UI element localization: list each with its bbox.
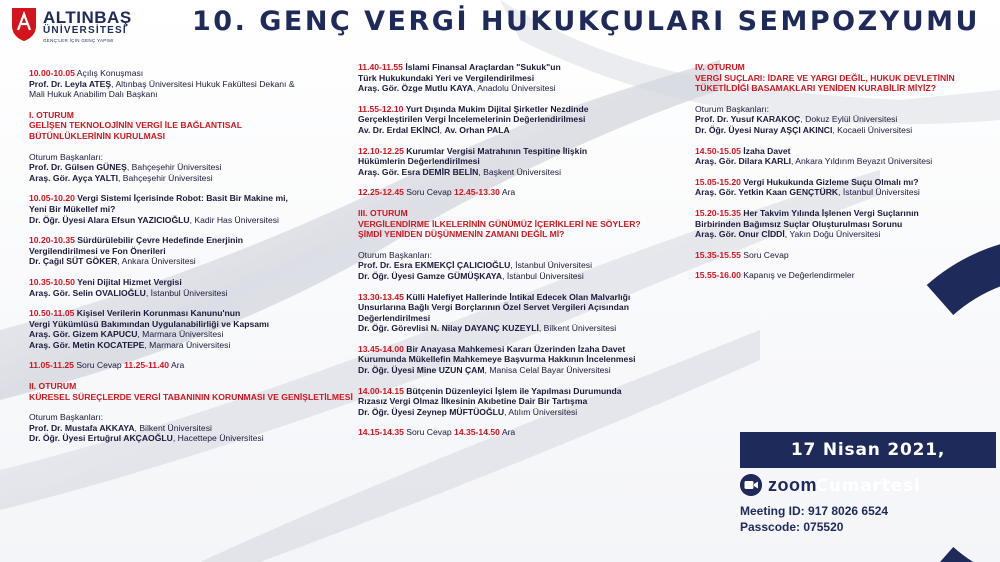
talk-title: Rızasız Vergi Olmaz İlkesinin Akıbetine Dair Bir Tartışma: [358, 396, 588, 407]
program-line: [358, 427, 658, 438]
session-heading: [29, 131, 334, 142]
speaker-name: Prof. Dr. Esra EKMEKÇİ ÇALICIOĞLU: [358, 260, 511, 271]
program-line: [695, 270, 995, 281]
program-line: [29, 173, 334, 184]
talk-title: Kurumunda Mükellefin Mahkemeye Başvurma Hakkının İncelenmesi: [358, 354, 636, 365]
talk-title: Külli Halefiyet Hallerinde İntikal Edecek Olan Malvarlığı: [403, 291, 631, 302]
university-logo: [10, 6, 150, 50]
talk-title: Hükümlerin Değerlendirilmesi: [358, 156, 480, 167]
program-block: [358, 62, 658, 94]
program-line: [358, 271, 658, 282]
logo-tagline: GENÇ'LER İÇİN GENÇ YAPIMI: [43, 38, 114, 43]
line-text: , Altınbaş Üniversitesi Hukuk Fakültesi Dekanı &: [111, 78, 295, 89]
program-line: [358, 386, 658, 397]
session-heading: [29, 381, 334, 392]
speaker-name: Dr. Öğr. Üyesi Nuray AŞÇI AKINCI: [695, 124, 833, 135]
program-line: [358, 354, 658, 365]
speaker-name: Prof. Dr. Yusuf KARAKOÇ: [695, 114, 801, 125]
line-text: Ara: [499, 187, 516, 198]
speaker-name: Dr. Öğr. Görevlisi N. Nilay DAYANÇ KUZEYLİ: [358, 323, 539, 334]
speaker-name: Dr. Çağıl SÜT GÖKER: [29, 256, 118, 267]
program-block: [29, 110, 334, 142]
line-text: , İstanbul Üniversitesi: [145, 287, 228, 298]
line-text: , Bahçeşehir Üniversitesi: [126, 162, 222, 173]
program-block: [29, 360, 334, 371]
program-line: [29, 68, 334, 79]
speaker-name: Dr. Öğr. Üyesi Mine UZUN ÇAM: [358, 365, 485, 376]
program-column-3: [695, 62, 995, 291]
page-title: 10. GENÇ VERGİ HUKUKÇULARI SEMPOZYUMU: [192, 6, 980, 37]
program-line: [29, 433, 334, 444]
program-line: [358, 313, 658, 324]
line-text: , İstanbul Üniversitesi: [838, 187, 920, 198]
meeting-info: [740, 503, 888, 535]
program-line: [695, 114, 995, 125]
program-line: [29, 193, 334, 204]
time-slot: 10.00-10.05: [29, 68, 75, 78]
program-line: [358, 114, 658, 125]
session-heading: [695, 62, 995, 73]
line-text: Soru Cevap: [403, 427, 455, 438]
program-line: [358, 292, 658, 303]
time-slot: 11.05-11.25: [29, 360, 74, 371]
time-slot: 11.25-11.40: [124, 360, 170, 371]
talk-title: İzaha Davet: [740, 145, 791, 156]
program-block: [358, 250, 658, 282]
program-line: [695, 104, 995, 115]
program-block: [358, 427, 658, 438]
speaker-name: Dr. Öğr. Üyesi Alara Efsun YAZICIOĞLU: [29, 214, 190, 225]
speaker-name: Araş. Gör. Esra DEMİR BELİN: [358, 166, 479, 177]
logo-name: ALTINBAŞ: [43, 8, 132, 27]
program-line: [358, 167, 658, 178]
speaker-name: Dr. Öğr. Üyesi Gamze GÜMÜŞKAYA: [358, 270, 503, 281]
time-slot: 14.15-14.35: [358, 427, 404, 438]
talk-title: Vergi Sistemi İçerisinde Robot: Basit Bir Makine mi,: [74, 193, 288, 204]
line-text: Soru Cevap: [73, 360, 125, 371]
line-text: , İstanbul Üniversitesi: [502, 270, 584, 281]
program-line: [358, 260, 658, 271]
program-block: [695, 208, 995, 240]
session-title: ŞİMDİ YENİDEN DÜŞÜNMENİN ZAMANI DEĞİL Mİ?: [358, 229, 565, 240]
line-text: , Manisa Celal Bayar Üniversitesi: [484, 365, 611, 376]
line-text: Ara: [169, 360, 185, 371]
program-line: [29, 215, 334, 226]
program-line: [358, 125, 658, 136]
event-date-banner: 17 Nisan 2021, Cumartesi: [740, 432, 996, 468]
talk-title: Kurumlar Vergisi Matrahının Tespitine İlişkin: [403, 145, 588, 156]
program-line: [695, 146, 995, 157]
program-line: [695, 208, 995, 219]
program-line: [29, 360, 334, 371]
talk-title: Kişisel Verilerin Korunması Kanunu'nun: [74, 308, 241, 319]
line-text: Oturum Başkanları:: [695, 103, 770, 114]
program-block: [695, 270, 995, 281]
program-line: [358, 62, 658, 73]
time-slot: 10.35-10.50: [29, 276, 75, 287]
program-line: [695, 156, 995, 167]
line-text: Oturum Başkanları:: [29, 151, 104, 162]
time-slot: 15.55-16.00: [695, 270, 741, 281]
program-line: [29, 412, 334, 423]
time-slot: 14.00-14.15: [358, 385, 404, 396]
program-line: [695, 177, 995, 188]
talk-title: Türk Hukukundaki Yeri ve Vergilendirilmesi: [358, 72, 535, 83]
program-block: [358, 208, 658, 240]
decor-arc: [940, 256, 1000, 562]
line-text: Soru Cevap: [740, 249, 789, 260]
program-line: [358, 73, 658, 84]
program-line: [358, 83, 658, 94]
program-block: [29, 308, 334, 350]
program-line: [29, 204, 334, 215]
session-title: I. OTURUM: [29, 109, 74, 120]
program-line: [358, 104, 658, 115]
talk-title: Her Takvim Yılında İşlenen Vergi Suçlarının: [740, 207, 919, 218]
program-line: [29, 162, 334, 173]
time-slot: 11.40-11.55: [358, 62, 403, 72]
program-line: [358, 250, 658, 261]
session-title: IV. OTURUM: [695, 62, 745, 72]
program-line: [29, 256, 334, 267]
time-slot: 12.10-12.25: [358, 145, 404, 156]
line-text: Oturum Başkanları:: [29, 412, 104, 423]
time-slot: 12.45-13.30: [454, 187, 500, 198]
program-line: [29, 277, 334, 288]
program-block: [29, 277, 334, 298]
talk-title: Vergilendirilmesi ve Fon Önerileri: [29, 245, 166, 256]
speaker-name: Av. Dr. Erdal EKİNCİ: [358, 124, 440, 135]
program-block: [695, 177, 995, 198]
program-block: [358, 292, 658, 334]
program-column-1: [29, 68, 353, 454]
program-line: [358, 365, 658, 376]
line-text: Kapanış ve Değerlendirmeler: [740, 270, 855, 281]
session-heading: [695, 73, 995, 84]
talk-title: Bir Anayasa Mahkemesi Kararı Üzerinden İzaha Davet: [403, 343, 626, 354]
program-column-2: [358, 62, 658, 448]
program-line: [358, 156, 658, 167]
line-text: , Anadolu Üniversitesi: [472, 83, 556, 94]
logo-university: ÜNİVERSİTESİ: [43, 25, 127, 36]
program-line: [29, 246, 334, 257]
program-line: [358, 344, 658, 355]
passcode-row: [740, 519, 888, 535]
program-line: [29, 152, 334, 163]
program-line: [358, 323, 658, 334]
program-block: [695, 62, 995, 94]
time-slot: 15.35-15.55: [695, 249, 741, 260]
program-line: [695, 250, 995, 261]
time-slot: 13.30-13.45: [358, 291, 404, 302]
program-block: [695, 146, 995, 167]
session-title: VERGİLENDİRME İLKELERİNİN GÜNÜMÜZ İÇERİKLERİ NE SÖYLER?: [358, 218, 641, 229]
program-line: [29, 89, 334, 100]
line-text: , Ankara Üniversitesi: [117, 256, 196, 267]
talk-title: Vergi Yükümlüsü Bakımından Uygulanabilirliği ve Kapsamı: [29, 318, 270, 329]
program-line: [695, 187, 995, 198]
talk-title: Değerlendirilmesi: [358, 312, 431, 323]
time-slot: 13.45-14.00: [358, 343, 404, 354]
session-title: TÜKETİLDİĞİ BASAMAKLARI YENİDEN KURABİLİR MİYİZ?: [695, 83, 936, 94]
speaker-name: Araş. Gör. Selin OVALIOĞLU: [29, 287, 146, 298]
program-block: [29, 152, 334, 184]
session-title: KÜRESEL SÜREÇLERDE VERGİ TABANININ KORUNMASI VE GENİŞLETİLMESİ: [29, 391, 353, 402]
program-line: [29, 340, 334, 351]
speaker-name: Araş. Gör. Metin KOCATEPE: [29, 339, 145, 350]
session-heading: [29, 110, 334, 121]
talk-title: Gerçekleştirilen Vergi İncelemelerinin Değerlendirilmesi: [358, 114, 586, 125]
passcode-value: 075520: [803, 520, 844, 534]
line-text: , Başkent Üniversitesi: [478, 166, 561, 177]
talk-title: Birbirinden Bağımsız Suçlar Oluşturulması Sorunu: [695, 218, 903, 229]
program-block: [29, 235, 334, 267]
session-title: BÜTÜNLÜKLERİNİN KURULMASI: [29, 130, 166, 141]
line-text: , Ankara Yıldırım Beyazıt Üniversitesi: [791, 156, 933, 167]
speaker-name: Prof. Dr. Gülsen GÜNEŞ: [29, 162, 127, 173]
line-text: , Yakın Doğu Üniversitesi: [784, 229, 881, 240]
talk-title: Yeni Dijital Hizmet Vergisi: [74, 276, 182, 287]
line-text: , Bilkent Üniversitesi: [134, 422, 212, 433]
line-text: Soru Cevap: [403, 187, 455, 198]
line-text: , Marmara Üniversitesi: [144, 339, 231, 350]
program-block: [29, 68, 334, 100]
line-text: , Marmara Üniversitesi: [137, 329, 224, 340]
speaker-name: Araş. Gör. Özge Mutlu KAYA: [358, 83, 473, 94]
session-title: III. OTURUM: [358, 207, 408, 218]
line-text: , Kocaeli Üniversitesi: [832, 124, 913, 135]
talk-title: Sürdürülebilir Çevre Hedefinde Enerjinin: [74, 235, 243, 246]
program-block: [29, 381, 353, 402]
time-slot: 14.50-15.05: [695, 145, 741, 156]
line-text: , Atılım Üniversitesi: [504, 406, 578, 417]
talk-title: İslami Finansal Araçlardan "Sukuk"un: [402, 62, 561, 72]
program-line: [358, 302, 658, 313]
program-block: [358, 187, 658, 198]
meeting-id-row: [740, 503, 888, 519]
program-block: [358, 386, 658, 418]
line-text: ,: [439, 124, 445, 135]
session-title: GELİŞEN TEKNOLOJİNİN VERGİ İLE BAĞLANTISAL: [29, 120, 242, 131]
program-block: [29, 193, 334, 225]
time-slot: 15.20-15.35: [695, 207, 741, 218]
line-text: Mali Hukuk Anabilim Dalı Başkanı: [29, 89, 158, 100]
meeting-id-value: 917 8026 6524: [808, 504, 889, 518]
program-line: [358, 407, 658, 418]
program-line: [358, 146, 658, 157]
program-line: [29, 329, 334, 340]
line-text: , Dokuz Eylül Üniversitesi: [800, 114, 898, 125]
line-text: Ara: [499, 427, 516, 438]
video-camera-icon: [740, 474, 762, 496]
program-block: [358, 104, 658, 136]
program-block: [358, 344, 658, 376]
speaker-name: Araş. Gör. Dilara KARLI: [695, 156, 791, 167]
program-line: [29, 79, 334, 90]
time-slot: 10.50-11.05: [29, 308, 75, 319]
time-slot: 15.05-15.20: [695, 176, 741, 187]
program-line: [358, 187, 658, 198]
speaker-name: Dr. Öğr. Üyesi Ertuğrul AKÇAOĞLU: [29, 433, 173, 444]
program-line: [29, 308, 334, 319]
program-line: [695, 229, 995, 240]
time-slot: 12.25-12.45: [358, 187, 404, 198]
program-block: [695, 250, 995, 261]
session-heading: [358, 208, 658, 219]
program-line: [358, 396, 658, 407]
speaker-name: Dr. Öğr. Üyesi Zeynep MÜFTÜOĞLU: [358, 406, 505, 417]
zoom-label: zoom: [768, 475, 817, 495]
speaker-name: Araş. Gör. Gizem KAPUCU: [29, 329, 138, 340]
speaker-name: Araş. Gör. Yetkin Kaan GENÇTÜRK: [695, 187, 839, 198]
crest-icon: [10, 6, 38, 42]
line-text: , İstanbul Üniversitesi: [510, 260, 593, 271]
program-block: [695, 104, 995, 136]
talk-title: Unsurlarına Bağlı Vergi Borçlarının Özel Servet Vergileri Açısından: [358, 302, 629, 313]
program-line: [29, 423, 334, 434]
session-heading: [358, 219, 658, 230]
time-slot: 10.20-10.35: [29, 235, 75, 246]
speaker-name: Araş. Gör. Ayça YALTI: [29, 172, 118, 183]
program-line: [29, 235, 334, 246]
line-text: Açılış Konuşması: [74, 68, 144, 78]
session-heading: [29, 391, 353, 403]
program-line: [695, 219, 995, 230]
line-text: , Hacettepe Üniversitesi: [172, 433, 264, 444]
speaker-name: Prof. Dr. Mustafa AKKAYA: [29, 422, 135, 433]
session-title: II. OTURUM: [29, 381, 77, 392]
line-text: , Bilkent Üniversitesi: [538, 323, 617, 334]
talk-title: Yurt Dışında Mukim Dijital Şirketler Nezdinde: [403, 103, 589, 114]
time-slot: 10.05-10.20: [29, 193, 75, 204]
session-heading: [29, 120, 334, 131]
speaker-name: Prof. Dr. Leyla ATEŞ: [29, 78, 112, 89]
program-line: [29, 319, 334, 330]
session-heading: [358, 229, 658, 240]
time-slot: 11.55-12.10: [358, 103, 404, 114]
talk-title: Bütçenin Düzenleyici İşlem ile Yapılması Durumunda: [403, 385, 622, 396]
time-slot: 14.35-14.50: [454, 427, 500, 438]
program-line: [29, 288, 334, 299]
talk-title: Vergi Hukukunda Gizleme Suçu Olmalı mı?: [740, 176, 919, 187]
session-heading: [695, 83, 995, 94]
meeting-id-label: Meeting ID:: [740, 504, 805, 518]
line-text: , Kadir Has Üniversitesi: [189, 214, 279, 225]
passcode-label: Passcode:: [740, 520, 801, 534]
program-block: [358, 146, 658, 178]
line-text: Oturum Başkanları:: [358, 249, 433, 260]
session-title: VERGİ SUÇLARI: İDARE VE YARGI DEĞİL, HUKUK DEVLETİNİN: [695, 72, 955, 83]
program-block: [29, 412, 334, 444]
program-line: [695, 125, 995, 136]
line-text: , Bahçeşehir Üniversitesi: [118, 172, 213, 183]
speaker-name: Araş. Gör. Onur CİDDİ: [695, 229, 785, 240]
talk-title: Yeni Bir Mükellef mi?: [29, 203, 116, 214]
speaker-name: Av. Orhan PALA: [444, 124, 510, 135]
